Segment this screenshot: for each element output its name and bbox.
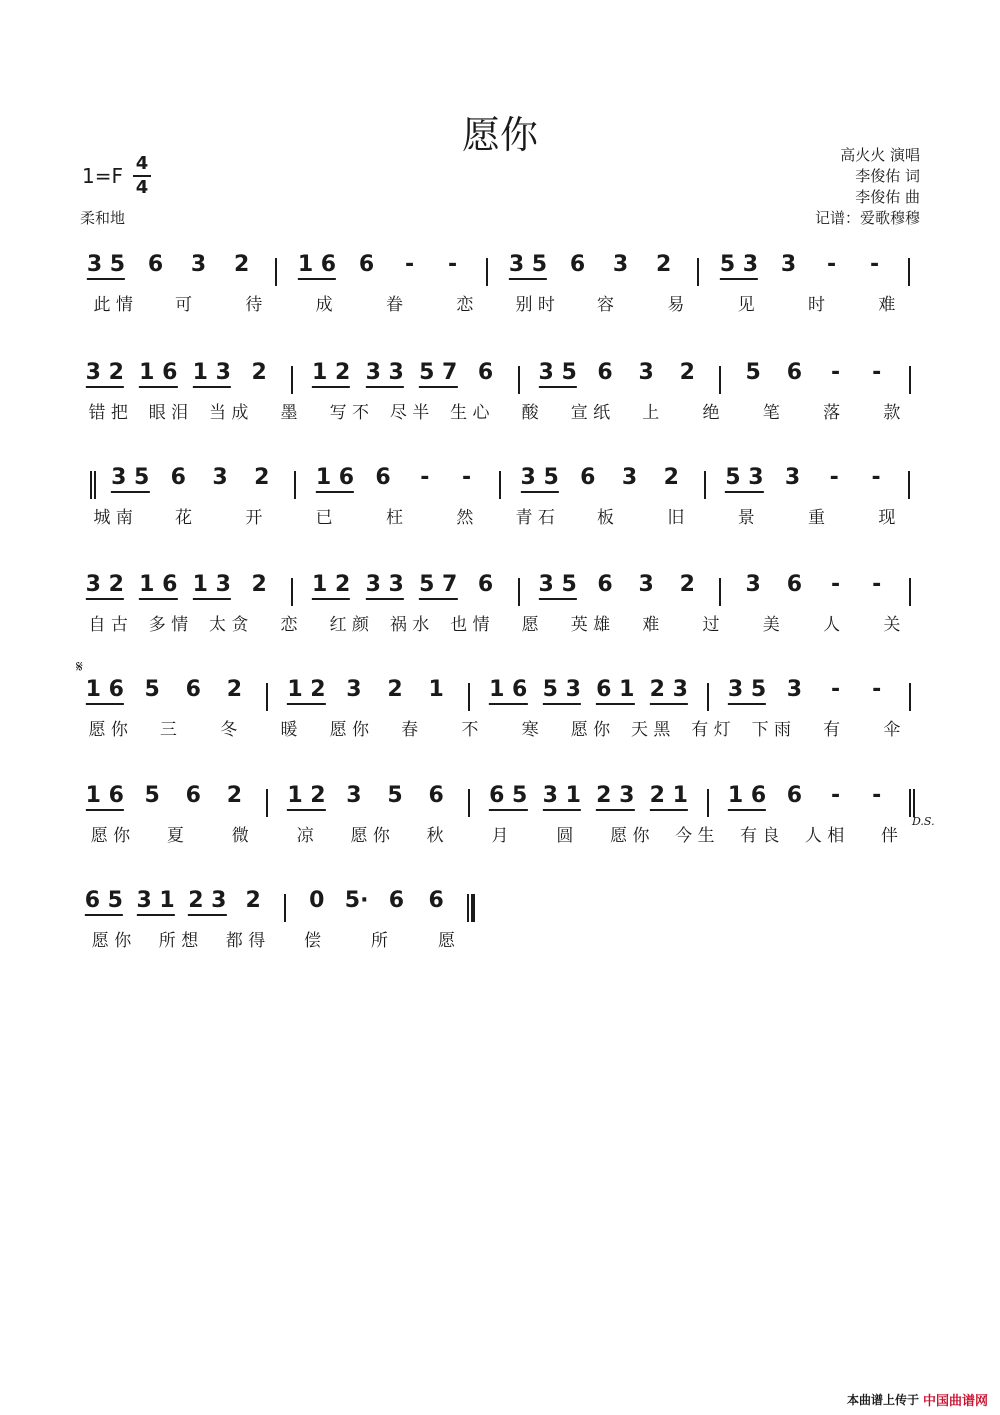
lyric: 花 <box>175 508 192 528</box>
note: 6 <box>569 252 586 277</box>
note: 3 1 <box>543 783 581 811</box>
lyric: 难 <box>878 295 896 315</box>
lyric: 款 <box>883 403 901 423</box>
note: 6 <box>358 252 375 277</box>
note: 5 <box>144 783 160 808</box>
barline <box>707 789 709 817</box>
lyric: 圆 <box>556 826 574 846</box>
note: 1 2 <box>287 677 325 705</box>
barline <box>275 258 277 286</box>
note: 3 5 <box>521 465 559 493</box>
lyric: 三 <box>159 720 177 740</box>
note: 3 5 <box>111 465 149 493</box>
score-line <box>0 360 1000 450</box>
note: 3 <box>784 465 801 490</box>
lyric: 板 <box>597 508 614 528</box>
meter-bottom: 4 <box>135 177 149 198</box>
barline <box>291 366 293 394</box>
note: 1 2 <box>287 783 325 811</box>
lyric: 自 古 <box>88 615 128 635</box>
lyric: 月 <box>491 826 509 846</box>
note: 6 5 <box>85 888 123 916</box>
note: 3 <box>612 252 629 277</box>
lyric: 伞 <box>883 720 901 740</box>
lyric: 都 得 <box>225 931 266 951</box>
note: 3 <box>346 783 362 808</box>
lyric: 夏 <box>166 826 184 846</box>
note: 1 6 <box>298 252 336 280</box>
note: 6 <box>185 677 201 702</box>
note: - <box>871 465 881 490</box>
tempo-marking: 柔和地 <box>80 209 126 227</box>
note: 2 <box>233 252 250 277</box>
note: 5 7 <box>419 360 457 388</box>
note: 3 2 <box>86 360 124 388</box>
barline <box>468 789 470 817</box>
lyric: 过 <box>702 615 720 635</box>
note: 2 <box>679 360 695 385</box>
lyric: 可 <box>175 295 192 315</box>
note: 6 <box>786 360 803 385</box>
note: 1 6 <box>316 465 354 493</box>
note: 3 <box>780 252 797 277</box>
barline <box>294 471 296 499</box>
lyric: 有 良 <box>739 826 780 846</box>
note: 3 3 <box>366 572 404 600</box>
lyric: 愿 <box>438 931 455 951</box>
lyric: 时 <box>808 295 825 315</box>
lyric: 美 <box>762 615 780 635</box>
barline-thick <box>913 789 915 817</box>
lyrics-row <box>0 926 1000 966</box>
lyric: 此 情 <box>93 295 133 315</box>
note: 5· <box>344 888 369 913</box>
notes-row <box>0 360 1000 400</box>
note: 2 <box>226 783 243 808</box>
lyric: 愿 你 <box>91 931 132 951</box>
barline <box>909 789 911 817</box>
note: - <box>872 360 882 385</box>
note: 1 3 <box>193 572 231 600</box>
note: 1 6 <box>139 572 177 600</box>
credit-singer: 高火火 演唱 <box>840 146 920 164</box>
lyric: 暖 <box>280 720 298 740</box>
note: - <box>870 252 880 277</box>
lyric: 愿 你 <box>329 720 369 740</box>
note: 6 <box>147 252 164 277</box>
note: - <box>404 252 415 277</box>
score-line <box>0 888 1000 978</box>
note: 2 3 <box>650 677 688 705</box>
lyric: 尽 半 <box>389 403 430 423</box>
note: 1 6 <box>489 677 527 705</box>
lyric: 写 不 <box>329 403 369 423</box>
lyric: 下 雨 <box>751 720 791 740</box>
lyric: 绝 <box>702 403 720 423</box>
barline-thick <box>94 471 96 499</box>
time-signature <box>133 154 151 198</box>
lyric: 开 <box>245 508 263 528</box>
lyric: 重 <box>808 508 825 528</box>
lyric: 伴 <box>881 826 899 846</box>
note: 6 <box>375 465 391 490</box>
lyric: 人 <box>823 615 841 635</box>
lyric: 祸 水 <box>389 615 430 635</box>
site-logo: 中国曲谱网 <box>922 1394 988 1409</box>
lyric: 也 情 <box>450 615 490 635</box>
note: 2 1 <box>650 783 688 811</box>
barline <box>266 683 268 711</box>
note: 2 <box>245 888 261 913</box>
lyric: 城 南 <box>93 508 133 528</box>
notes-row <box>0 252 1000 292</box>
note: 5 3 <box>720 252 758 280</box>
note: 6 <box>580 465 596 490</box>
lyric: 青 石 <box>515 508 555 528</box>
note: - <box>830 783 841 808</box>
lyric: 太 贪 <box>209 615 249 635</box>
score-line <box>0 252 1000 342</box>
note: - <box>872 783 882 808</box>
lyric: 恋 <box>280 615 298 635</box>
barline <box>284 894 286 922</box>
note: 0 <box>309 888 325 913</box>
lyric: 天 黑 <box>631 720 671 740</box>
note: 1 2 <box>312 572 350 600</box>
note: 1 6 <box>86 783 124 811</box>
lyric: 不 <box>461 720 479 740</box>
note: 1 6 <box>139 360 177 388</box>
lyric: 眼 泪 <box>148 403 189 423</box>
lyric: 愿 <box>521 615 539 635</box>
note: 6 <box>388 888 405 913</box>
lyric: 红 颜 <box>329 615 369 635</box>
note: 6 <box>786 783 803 808</box>
barline <box>909 578 911 606</box>
note: 6 <box>185 783 201 808</box>
lyric: 生 心 <box>450 403 490 423</box>
note: 6 1 <box>596 677 634 705</box>
barline <box>707 683 709 711</box>
note: 1 <box>428 677 444 702</box>
notes-row <box>0 783 1000 823</box>
lyric: 容 <box>597 295 614 315</box>
barline <box>719 578 721 606</box>
note: 3 5 <box>728 677 766 705</box>
lyric: 笔 <box>762 403 780 423</box>
note: 5 7 <box>419 572 457 600</box>
score-line <box>0 783 1000 873</box>
lyric: 落 <box>823 403 841 423</box>
lyrics-row <box>0 398 1000 438</box>
note: 5 <box>387 783 403 808</box>
barline <box>704 471 706 499</box>
note: 3 <box>786 677 803 702</box>
note: 3 <box>212 465 228 490</box>
note: - <box>420 465 430 490</box>
lyric: 有 灯 <box>691 720 731 740</box>
note: - <box>829 465 839 490</box>
note: 6 <box>597 572 613 597</box>
lyric: 现 <box>878 508 896 528</box>
credit-transcriber: 记谱：爱歌穆穆 <box>814 209 920 227</box>
note: 1 3 <box>193 360 231 388</box>
note: 5 3 <box>543 677 581 705</box>
score-line <box>0 465 1000 555</box>
note: 5 3 <box>725 465 763 493</box>
lyric: 所 想 <box>158 931 199 951</box>
lyrics-row <box>0 290 1000 330</box>
lyrics-row <box>0 503 1000 543</box>
note: 3 5 <box>87 252 125 280</box>
credit-lyricist: 李俊佑 词 <box>855 167 920 185</box>
barline <box>908 471 910 499</box>
note: - <box>448 252 458 277</box>
note: - <box>872 572 882 597</box>
lyric: 多 情 <box>148 615 189 635</box>
lyric: 关 <box>883 615 901 635</box>
lyrics-row <box>0 821 1000 861</box>
lyric: 人 相 <box>804 826 845 846</box>
note: 1 6 <box>86 677 124 705</box>
note: 3 <box>638 572 654 597</box>
lyric: 上 <box>642 403 660 423</box>
note: - <box>830 572 841 597</box>
note: 1 6 <box>728 783 766 811</box>
lyric: 枉 <box>386 508 403 528</box>
note: - <box>830 677 841 702</box>
lyric: 错 把 <box>88 403 128 423</box>
note: 3 5 <box>509 252 547 280</box>
note: 6 <box>170 465 186 490</box>
note: 3 <box>745 572 761 597</box>
note: - <box>826 252 837 277</box>
lyric: 微 <box>231 826 249 846</box>
meter-top: 4 <box>135 153 149 174</box>
credit-composer: 李俊佑 曲 <box>855 188 920 206</box>
note: 6 <box>477 360 494 385</box>
note: 6 <box>428 888 444 913</box>
barline <box>486 258 488 286</box>
lyric: 愿 你 <box>88 720 128 740</box>
note: 2 <box>251 572 267 597</box>
note: 1 2 <box>312 360 350 388</box>
note: - <box>461 465 472 490</box>
lyric: 宣 纸 <box>570 403 611 423</box>
note: 5 <box>144 677 160 702</box>
note: 6 <box>597 360 613 385</box>
lyric: 眷 <box>386 295 403 315</box>
lyric: 秋 <box>426 826 444 846</box>
note: 3 <box>638 360 654 385</box>
score-line <box>0 677 1000 767</box>
footer-text: 本曲谱上传于 <box>846 1393 919 1407</box>
note: 2 <box>655 252 672 277</box>
notes-row <box>0 677 1000 717</box>
barline <box>719 366 721 394</box>
lyric: 易 <box>667 295 685 315</box>
lyric: 偿 <box>304 931 321 951</box>
note: 6 5 <box>489 783 527 811</box>
note: 5 <box>745 360 761 385</box>
note: 2 <box>254 465 270 490</box>
lyric: 景 <box>737 508 755 528</box>
lyric: 春 <box>401 720 419 740</box>
note: 3 3 <box>366 360 404 388</box>
barline <box>909 366 911 394</box>
lyric: 恋 <box>456 295 474 315</box>
note: 2 3 <box>188 888 226 916</box>
note: 3 5 <box>538 360 576 388</box>
lyric: 愿 你 <box>350 826 390 846</box>
ds-mark: D.S. <box>912 815 935 828</box>
lyric: 已 <box>315 508 333 528</box>
barline <box>499 471 501 499</box>
segno-icon: 𝄋 <box>76 657 83 676</box>
note: 2 <box>387 677 403 702</box>
note: 2 3 <box>596 783 634 811</box>
lyric: 冬 <box>220 720 238 740</box>
footer <box>847 1390 988 1409</box>
note: 3 <box>190 252 207 277</box>
note: - <box>830 360 841 385</box>
note: 6 <box>477 572 494 597</box>
lyric: 所 <box>371 931 388 951</box>
note: 3 1 <box>136 888 174 916</box>
barline <box>467 894 469 922</box>
lyric: 然 <box>456 508 474 528</box>
lyric: 别 时 <box>515 295 555 315</box>
note: 3 <box>346 677 362 702</box>
barline <box>468 683 470 711</box>
lyric: 待 <box>245 295 263 315</box>
lyric: 愿 你 <box>90 826 131 846</box>
note: - <box>872 677 882 702</box>
barline <box>909 683 911 711</box>
barline <box>908 258 910 286</box>
lyric: 凉 <box>296 826 314 846</box>
note: 2 <box>226 677 243 702</box>
lyric: 有 <box>823 720 841 740</box>
barline <box>90 471 92 499</box>
notes-row <box>0 572 1000 612</box>
lyric: 见 <box>737 295 755 315</box>
lyric: 今 生 <box>675 826 715 846</box>
note: 3 <box>621 465 638 490</box>
note: 6 <box>428 783 444 808</box>
barline <box>291 578 293 606</box>
lyric: 寒 <box>521 720 539 740</box>
lyrics-row <box>0 610 1000 650</box>
key-signature: 1=F <box>82 164 123 188</box>
barline-thick <box>471 894 475 922</box>
note: 2 <box>251 360 267 385</box>
note: 2 <box>679 572 695 597</box>
note: 3 2 <box>86 572 124 600</box>
lyric: 旧 <box>667 508 685 528</box>
note: 6 <box>786 572 803 597</box>
credits <box>815 145 920 229</box>
lyric: 成 <box>315 295 333 315</box>
lyric: 英 雄 <box>570 615 611 635</box>
note: 2 <box>663 465 679 490</box>
lyric: 愿 你 <box>570 720 611 740</box>
lyrics-row <box>0 715 1000 755</box>
lyric: 难 <box>642 615 660 635</box>
lyric: 酸 <box>521 403 539 423</box>
barline <box>518 366 520 394</box>
lyric: 墨 <box>280 403 298 423</box>
notes-row <box>0 465 1000 505</box>
notes-row <box>0 888 1000 928</box>
barline <box>697 258 699 286</box>
lyric: 当 成 <box>209 403 249 423</box>
barline <box>266 789 268 817</box>
lyric: 愿 你 <box>610 826 650 846</box>
note: 3 5 <box>538 572 576 600</box>
barline <box>518 578 520 606</box>
score-line <box>0 572 1000 662</box>
page-title: 愿你 <box>461 113 538 157</box>
